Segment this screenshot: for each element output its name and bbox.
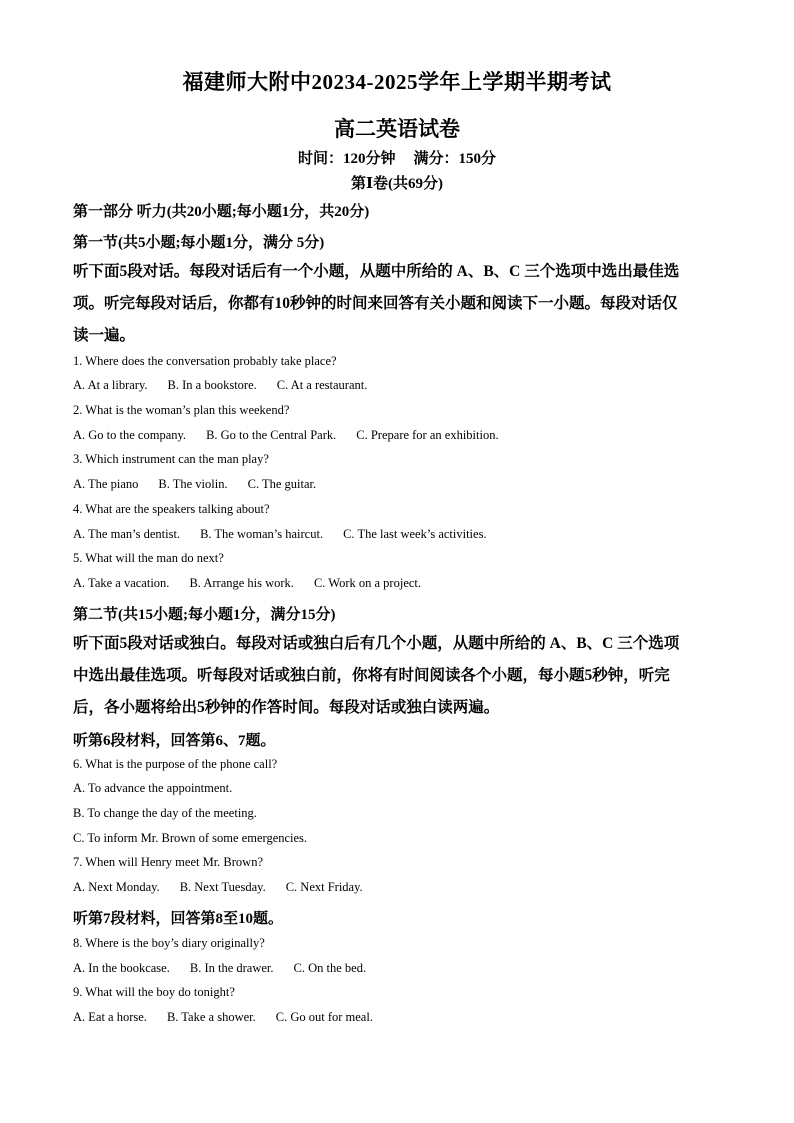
- option-a: A. Next Monday.: [73, 880, 160, 894]
- option-a: A. In the bookcase.: [73, 961, 170, 975]
- section1-heading: 第一节(共5小题;每小题1分，满分 5分): [73, 235, 325, 251]
- question-7-options: [73, 880, 363, 895]
- option-a: A. The man’s dentist.: [73, 527, 181, 541]
- option-a: A. Eat a horse.: [73, 1010, 147, 1024]
- material-7-heading: 听第7段材料，回答第8至10题。: [73, 911, 284, 927]
- exam-subtitle: 高二英语试卷: [334, 117, 460, 141]
- option-c: C. Go out for meal.: [275, 1010, 373, 1024]
- material-6-heading: 听第6段材料，回答第6、7题。: [73, 733, 276, 749]
- option-b: B. Next Tuesday.: [179, 880, 266, 894]
- question-1-options: [73, 378, 367, 393]
- option-b: B. The violin.: [158, 477, 228, 491]
- question-2-options: [73, 428, 499, 443]
- question-6: 6. What is the purpose of the phone call?: [73, 757, 278, 771]
- instruction-line: 项。听完每段对话后，你都有10秒钟的时间来回答有关小题和阅读下一小题。每段对话仅: [73, 295, 678, 312]
- option-c: C. The guitar.: [247, 477, 317, 491]
- exam-time: 时间：120分钟: [297, 151, 396, 167]
- question-7: 7. When will Henry meet Mr. Brown?: [73, 855, 264, 869]
- option-c: C. Work on a project.: [313, 576, 422, 590]
- option-a: A. Take a vacation.: [73, 576, 170, 590]
- volume-label: 第Ⅰ卷(共69分): [350, 176, 443, 192]
- option-a: A. Go to the company.: [73, 428, 187, 442]
- option-a: A. At a library.: [73, 378, 148, 392]
- option-a: A. The piano: [73, 477, 139, 491]
- question-4-options: [73, 527, 487, 542]
- instruction-line: 听下面5段对话。每段对话后有一个小题，从题中所给的 A、B、C 三个选项中选出最佳选: [73, 263, 680, 280]
- question-8-options: [73, 961, 366, 976]
- question-6-option-a: A. To advance the appointment.: [73, 781, 233, 795]
- exam-meta: [0, 147, 794, 168]
- question-6-option-c: C. To inform Mr. Brown of some emergencies.: [73, 831, 308, 845]
- question-9: 9. What will the boy do tonight?: [73, 985, 235, 999]
- question-4: 4. What are the speakers talking about?: [73, 502, 270, 516]
- question-2: 2. What is the woman’s plan this weekend?: [73, 403, 290, 417]
- option-c: C. Prepare for an exhibition.: [356, 428, 499, 442]
- question-5: 5. What will the man do next?: [73, 551, 224, 565]
- option-c: C. At a restaurant.: [276, 378, 368, 392]
- question-9-options: [73, 1010, 373, 1025]
- option-b: B. Arrange his work.: [189, 576, 294, 590]
- instruction-line: 后，各小题将给出5秒钟的作答时间。每段对话或独白读两遍。: [73, 699, 500, 716]
- exam-score: 满分：150分: [413, 151, 497, 167]
- instruction-line: 听下面5段对话或独白。每段对话或独白后有几个小题，从题中所给的 A、B、C 三个选项: [73, 635, 680, 652]
- section2-instructions: [73, 628, 723, 724]
- option-b: B. In a bookstore.: [167, 378, 257, 392]
- instruction-line: 中选出最佳选项。听每段对话或独白前，你将有时间阅读各个小题，每小题5秒钟，听完: [73, 667, 670, 684]
- part1-heading: 第一部分 听力(共20小题;每小题1分，共20分): [73, 204, 370, 220]
- option-b: B. Take a shower.: [166, 1010, 256, 1024]
- question-3: 3. Which instrument can the man play?: [73, 452, 269, 466]
- option-b: B. The woman’s haircut.: [200, 527, 324, 541]
- question-6-option-b: B. To change the day of the meeting.: [73, 806, 257, 820]
- question-3-options: [73, 477, 316, 492]
- option-c: C. On the bed.: [293, 961, 367, 975]
- option-b: B. Go to the Central Park.: [206, 428, 337, 442]
- question-5-options: [73, 576, 421, 591]
- instruction-line: 读一遍。: [73, 327, 136, 344]
- question-8: 8. Where is the boy’s diary originally?: [73, 936, 265, 950]
- question-1: 1. Where does the conversation probably take place?: [73, 354, 337, 368]
- option-c: C. The last week’s activities.: [343, 527, 487, 541]
- exam-title: 福建师大附中20234-2025学年上学期半期考试: [182, 70, 612, 94]
- option-c: C. Next Friday.: [285, 880, 363, 894]
- option-b: B. In the drawer.: [189, 961, 274, 975]
- section2-heading: 第二节(共15小题;每小题1分，满分15分): [73, 607, 336, 623]
- section1-instructions: [73, 256, 723, 352]
